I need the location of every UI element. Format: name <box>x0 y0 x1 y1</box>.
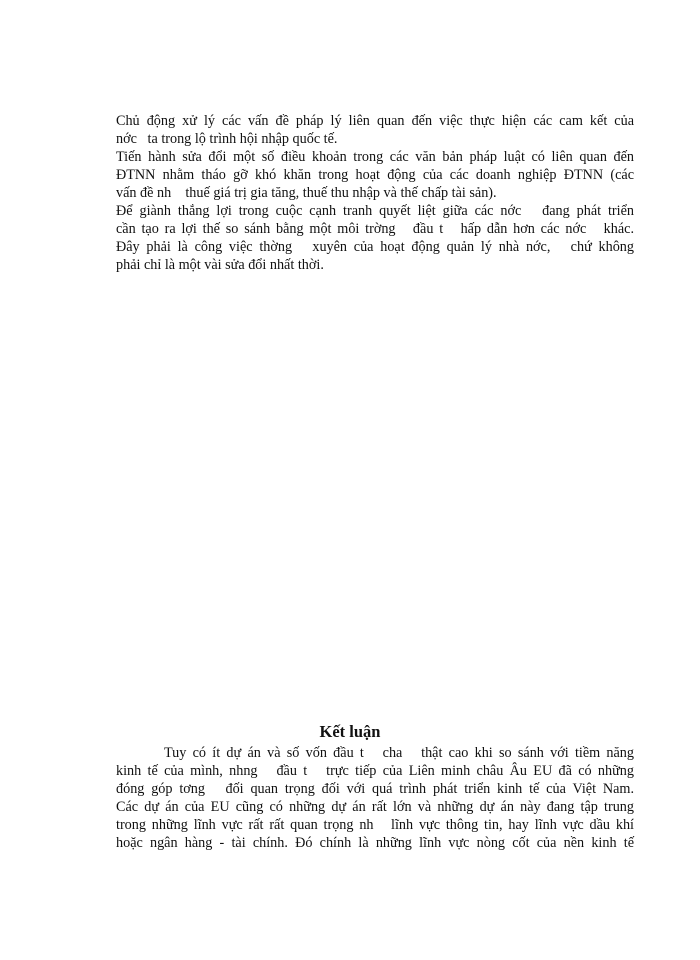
text-line: Tiến hành sửa đổi một số điều khoản trong các văn bản pháp luật có liên quan đến <box>116 149 634 165</box>
text-line: kinh tế của mình, nhng đầu t trực tiếp của Liên minh châu Âu EU đã có những <box>116 763 634 779</box>
text-line: Các dự án của EU cũng có những dự án rất lớn và những dự án này đang tập trung <box>116 799 634 815</box>
paragraph-legal-issues <box>116 112 634 148</box>
text-line: vấn đề nh thuế giá trị gia tăng, thuế thu nhập và thế chấp tài sản). <box>116 185 497 201</box>
paragraph-law-amendments <box>116 148 634 202</box>
text-line: Tuy có ít dự án và số vốn đầu t cha thật cao khi so sánh với tiềm năng <box>164 745 634 761</box>
text-line: cần tạo ra lợi thế so sánh bằng một môi trờng đầu t hấp dẫn hơn các nớc khác. <box>116 221 634 237</box>
paragraph-competitive-advantage <box>116 202 634 274</box>
conclusion-heading: Kết luận <box>319 722 381 741</box>
text-line: Chủ động xử lý các vấn đề pháp lý liên quan đến việc thực hiện các cam kết của <box>116 113 634 129</box>
text-line: ĐTNN nhằm tháo gỡ khó khăn trong hoạt động của các doanh nghiệp ĐTNN (các <box>116 167 634 183</box>
text-line: hoặc ngân hàng - tài chính. Đó chính là những lĩnh vực nòng cốt của nền kinh tế <box>116 835 634 851</box>
text-line: Để giành thắng lợi trong cuộc cạnh tranh quyết liệt giữa các nớc đang phát triển <box>116 203 634 219</box>
recommendations-section <box>116 112 634 274</box>
text-line: Đây phải là công việc thờng xuyên của hoạt động quản lý nhà nớc, chứ không <box>116 239 634 255</box>
text-line: đóng góp tơng đối quan trọng đối với quá trình phát triển kinh tế của Việt Nam. <box>116 781 634 797</box>
text-line: phải chỉ là một vài sửa đổi nhất thời. <box>116 257 324 273</box>
text-line: nớc ta trong lộ trình hội nhập quốc tế. <box>116 131 338 147</box>
text-line: trong những lĩnh vực rất rất quan trọng nh lĩnh vực thông tin, hay lĩnh vực dầu khí <box>116 817 634 833</box>
conclusion-paragraph <box>116 744 634 852</box>
